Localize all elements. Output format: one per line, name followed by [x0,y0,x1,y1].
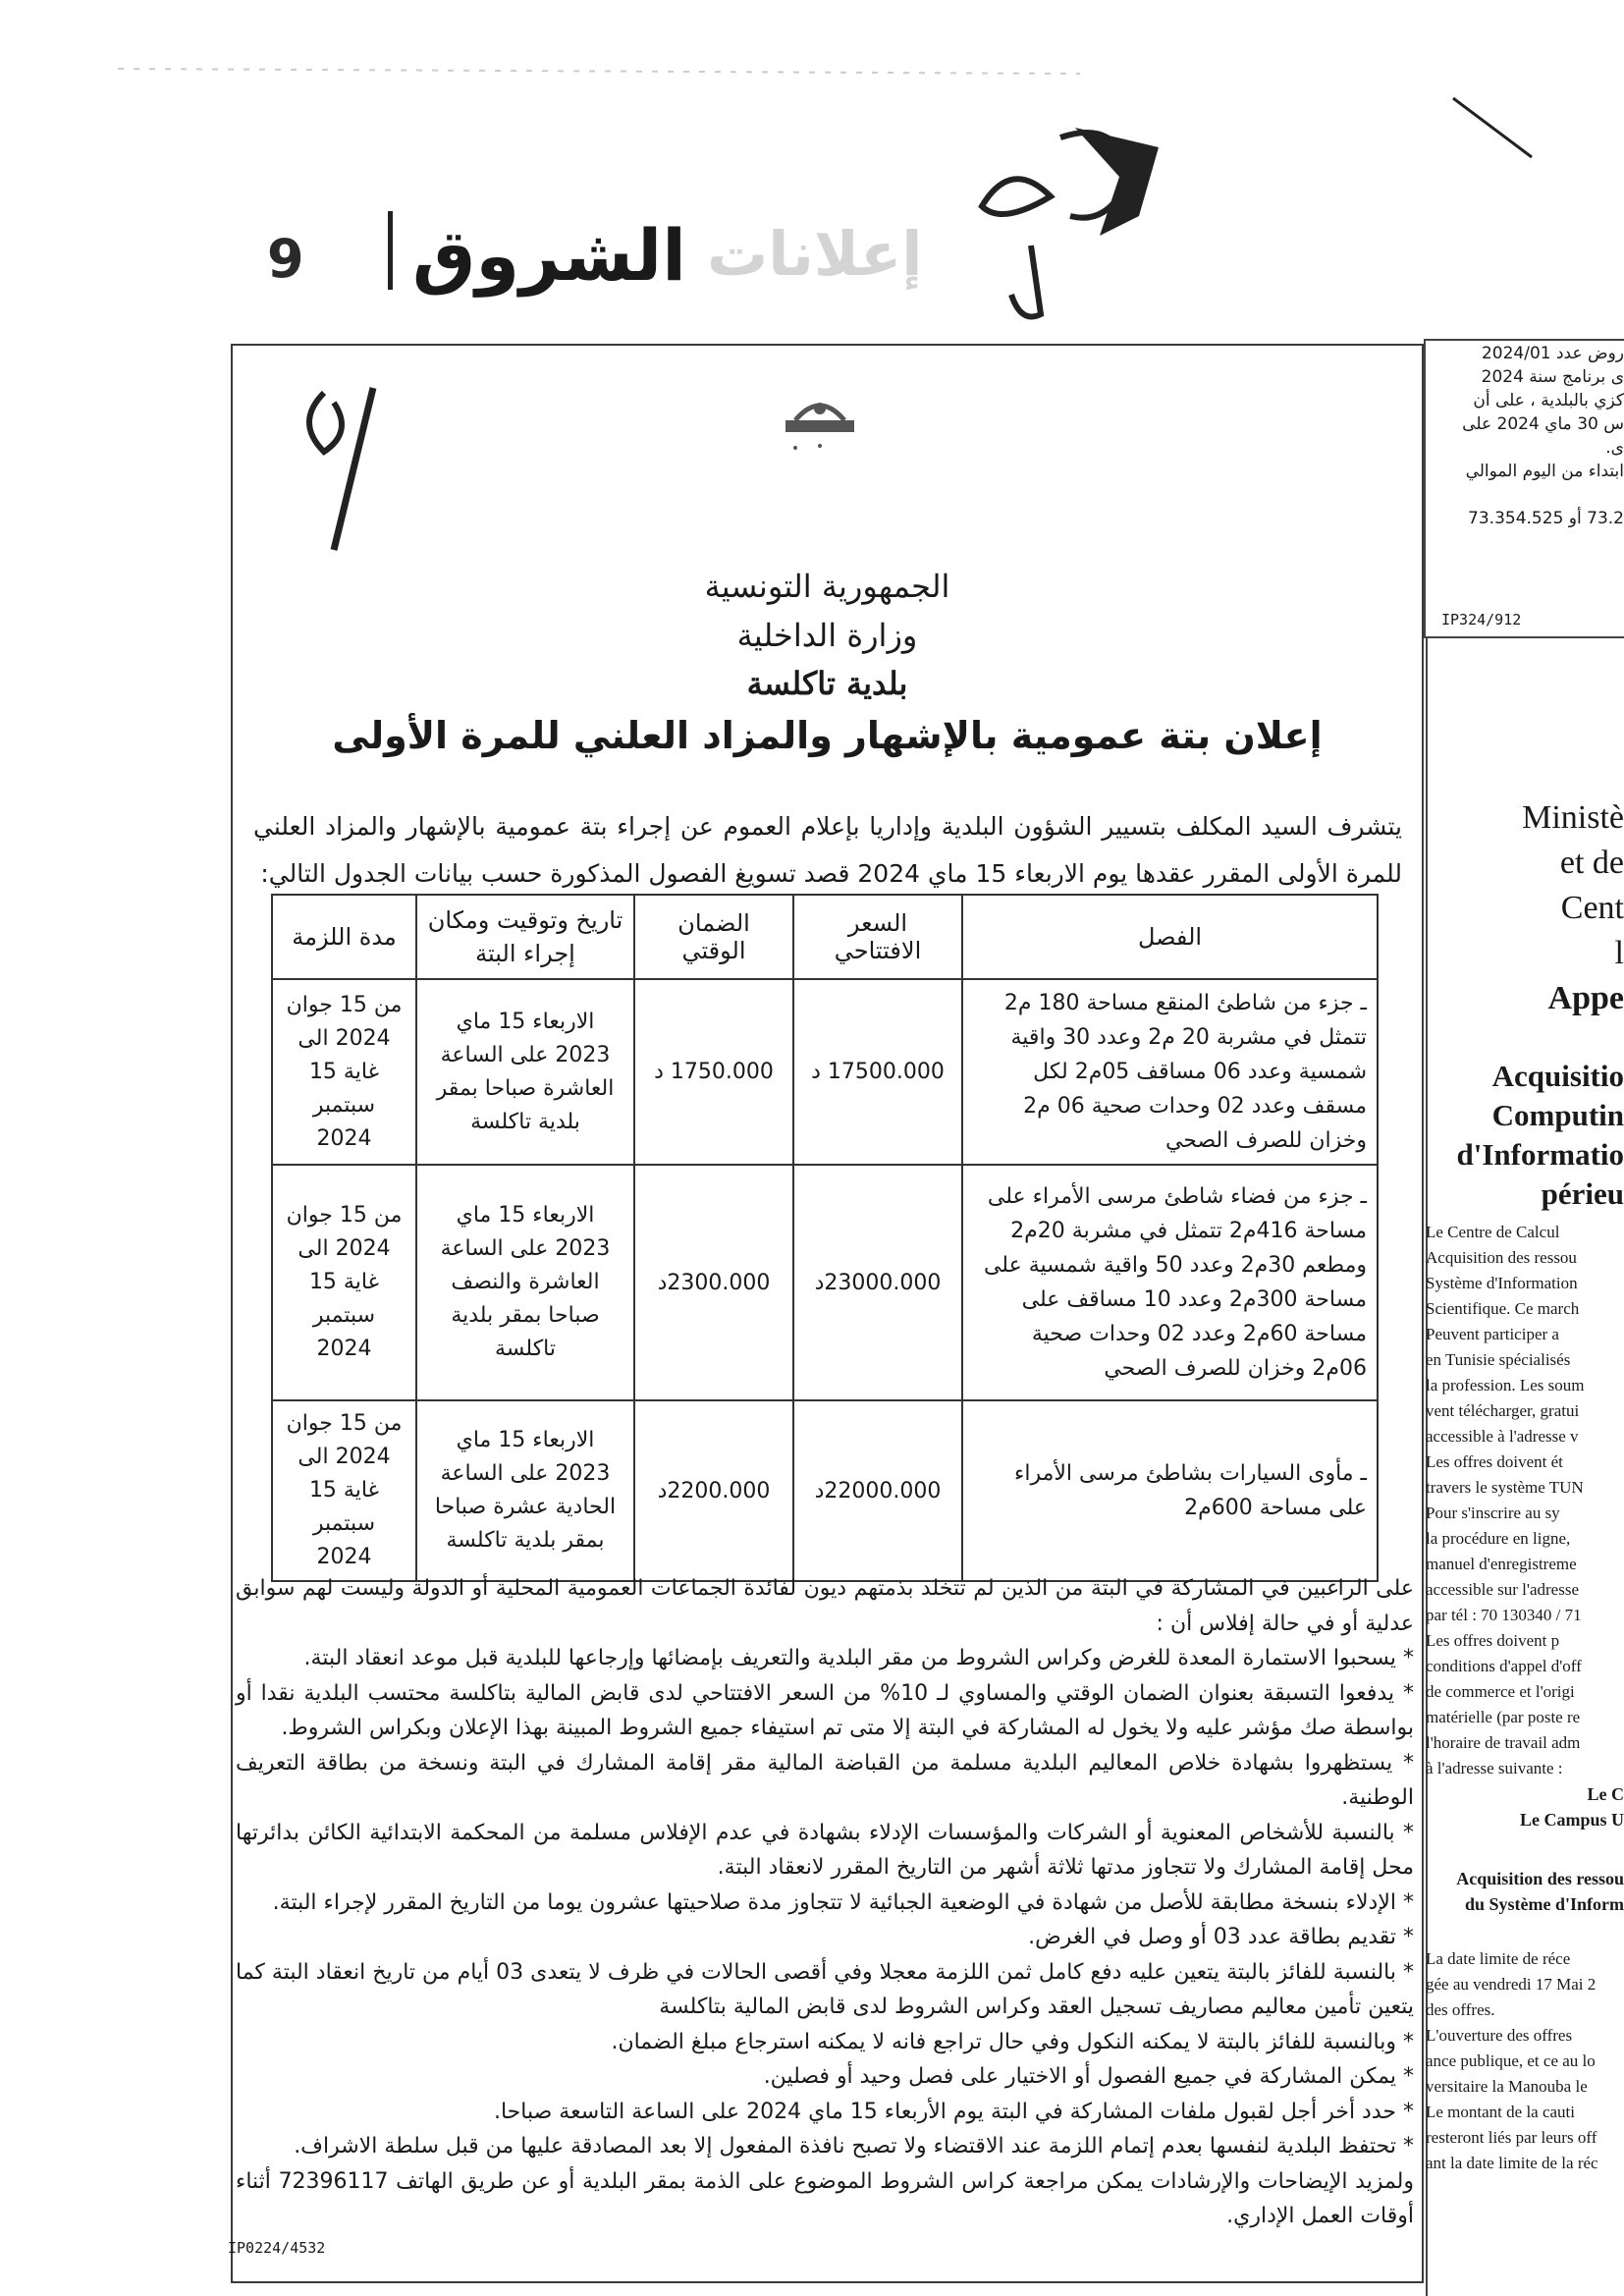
fr-body-line: L'ouverture des offres [1426,2026,1573,2045]
condition-item: * الإدلاء بنسخة مطابقة للأصل من شهادة في الوضعية الجبائية لا تتجاوز مدة صلاحيتها عشرون يوما من التاريخ المقرر لإجراء البتة. [272,1889,1414,1915]
col-header-lot: الفصل [962,895,1378,979]
fr-body-line: Les offres doivent ét [1426,1452,1563,1471]
fr-body-line: Peuvent participer a [1426,1325,1559,1343]
announcement-intro: يتشرف السيد المكلف بتسيير الشؤون البلدية وإداريا بإعلام العموم عن إجراء بتة عمومية بالإشهار والمزاد العلني للمرة الأولى المقرر عقدها يوم الاربعاء 15 ماي 2024 قصد تسويغ الفصول المذكورة حسب بيانات الجدول التالي: [253,812,1402,888]
fr-body-line: de commerce et l'origi [1426,1682,1575,1701]
condition-item: على الراغبين في المشاركة في البتة من الذين لم تتخلد بذمتهم ديون لفائدة الجماعات العمومية المحلية أو الدولة وليست لهم سوابق عدلية أو في حالة إفلاس أن : [236,1576,1414,1636]
cell-lot: ـ مأوى السيارات بشاطئ مرسى الأمراء على مساحة 600م2 [962,1400,1378,1581]
header-ministry: وزارة الداخلية [736,617,918,654]
newspaper-name: الشروق [412,214,686,297]
fr-body-line: manuel d'enregistreme [1426,1555,1577,1573]
announcement-title: إعلان بتة عمومية بالإشهار والمزاد العلني للمرة الأولى [332,714,1323,757]
fr-body-line: resteront liés par leurs off [1426,2128,1597,2147]
cell-guarantee: 2300.000د [634,1165,793,1400]
conditions-text [236,1571,1414,2234]
condition-item: * وبالنسبة للفائز بالبتة لا يمكنه النكول وفي حال تراجع فانه لا يمكنه استرجاع مبلغ الضمان. [611,2029,1414,2054]
fr-body-line: ant la date limite de la réc [1426,2154,1598,2172]
lots-table [271,894,1379,1582]
fr-heading-line: Ministè [1522,799,1624,836]
fr-body-line: Pour s'inscrire au sy [1426,1503,1560,1522]
adjacent-ad-line: 73.2 أو 73.354.525 [1468,509,1624,528]
fr-body-line: Le Centre de Calcul [1426,1223,1560,1241]
cell-opening-price: 22000.000د [793,1400,962,1581]
adjacent-ad-line: روض عدد 2024/01 [1481,344,1624,363]
cell-lot: ـ جزء من شاطئ المنقع مساحة 180 م2 تتمثل في مشربة 20 م2 وعدد 30 واقية شمسية وعدد 06 مساقف 05م2 لكل مسقف وعدد 02 وحدات صحية 06 م2 وخزان للصرف الصحي [962,979,1378,1165]
french-announcement [1426,795,1624,2176]
fr-body-line: Les offres doivent p [1426,1631,1560,1650]
fr-body-line: Le montant de la cauti [1426,2103,1575,2121]
table-row [272,1400,1378,1581]
cell-guarantee: 2200.000د [634,1400,793,1581]
fr-lot-title-line: Acquisition des ressou [1456,1869,1624,1888]
fr-body-line: La date limite de réce [1426,1949,1571,1968]
fr-heading-line: Cent [1560,890,1624,926]
cell-guarantee: 1750.000 د [634,979,793,1165]
adjacent-ad-line: كزي بالبلدية ، على أن [1473,391,1624,410]
announcement-reference: IP0224/4532 [228,2239,326,2257]
condition-item: * حدد أخر أجل لقبول ملفات المشاركة في البتة يوم الأربعاء 15 ماي 2024 على الساعة التاسعة صباحا. [493,2099,1414,2124]
col-header-opening-price: السعر الافتتاحي [793,895,962,979]
adjacent-ad-line: ى. [1605,438,1624,458]
fr-body-line: vent télécharger, gratui [1426,1401,1580,1420]
fr-body-line: la procédure en ligne, [1426,1529,1571,1548]
fr-body-line: l'horaire de travail adm [1426,1733,1581,1752]
cell-opening-price: 17500.000 د [793,979,962,1165]
fr-body-line: Système d'Information [1426,1274,1578,1292]
table-header-row [272,895,1378,979]
adjacent-ad-reference: IP324/912 [1441,611,1522,629]
col-header-datetime-place: تاريخ وتوقيت ومكان إجراء البتة [416,895,634,979]
fr-body-line: Acquisition des ressou [1426,1248,1577,1267]
fr-body-line: ance publique, et ce au lo [1426,2051,1596,2070]
condition-item: * تقديم بطاقة عدد 03 أو وصل في الغرض. [1028,1925,1414,1949]
fr-address-line: Le Campus U [1519,1810,1624,1830]
condition-item: * يمكن المشاركة في جميع الفصول أو الاختيار على فصل وحيد أو فصلين. [763,2064,1414,2089]
header-republic: الجمهورية التونسية [704,568,950,605]
adjacent-ad-line: ى برنامج سنة 2024 [1481,367,1624,387]
fr-heading-line: Appe [1547,980,1624,1016]
fr-body-line: versitaire la Manouba le [1426,2077,1588,2096]
cell-duration: من 15 جوان 2024 الى غاية 15 سبتمبر 2024 [272,1400,416,1581]
fr-lot-title-line: du Système d'Inform [1464,1894,1624,1914]
condition-item: * يستظهروا بشهادة خلاص المعاليم البلدية مسلمة من القباضة المالية مقر إقامة المشارك في البتة ونسخة من بطاقة التعريف الوطنية. [236,1750,1414,1810]
cell-opening-price: 23000.000د [793,1165,962,1400]
cell-datetime-place: الاربعاء 15 ماي 2023 على الساعة العاشرة صباحا بمقر بلدية تاكلسة [416,979,634,1165]
fr-body-line: matérielle (par poste re [1426,1708,1581,1726]
section-label: إعلانات [707,218,923,290]
adjacent-ad-text [1434,342,1624,530]
fr-body-line: en Tunisie spécialisés [1426,1350,1571,1369]
fr-heading-line: l [1614,935,1624,971]
fr-body-line: gée au vendredi 17 Mai 2 [1426,1975,1597,1994]
cell-datetime-place: الاربعاء 15 ماي 2023 على الساعة العاشرة والنصف صباحا بمقر بلدية تاكلسة [416,1165,634,1400]
condition-item: * يسحبوا الاستمارة المعدة للغرض وكراس الشروط من مقر البلدية والتعريف بإمضائها وإرجاعها للبلدية قبل موعد انعقاد البتة. [303,1646,1414,1670]
fr-body-line: par tél : 70 130340 / 71 [1426,1606,1582,1624]
fr-body-line: travers le système TUN [1426,1478,1584,1497]
fr-address-line: Le C [1587,1784,1624,1804]
fr-body-line: Scientifique. Ce march [1426,1299,1580,1318]
col-header-duration: مدة اللزمة [272,895,416,979]
page-number: 9 [267,228,304,290]
fr-body-line: des offres. [1426,2000,1495,2019]
tunisia-emblem-icon [776,391,864,452]
fr-heading-line: et de [1559,845,1624,881]
fr-subheading-line: périeu [1541,1176,1624,1211]
adjacent-ad-line: ابتداء من اليوم الموالي [1465,462,1624,481]
fr-body-line: conditions d'appel d'off [1426,1657,1582,1675]
condition-item: * بالنسبة للفائز بالبتة يتعين عليه دفع كامل ثمن اللزمة معجلا وفي أقصى الحالات في ظرف لا يتعدى 03 أيام من تاريخ انعقاد البتة كما يتعين تأمين معاليم مصاريف تسجيل العقد وكراس الشروط لدى قابض المالية بتاكلسة [236,1959,1414,2019]
cell-duration: من 15 جوان 2024 الى غاية 15 سبتمبر 2024 [272,979,416,1165]
fr-subheading-line: Computin [1491,1098,1624,1132]
adjacent-ad-line [1434,483,1624,507]
fr-subheading-line: Acquisitio [1491,1059,1624,1093]
fr-body-line: à l'adresse suivante : [1426,1759,1563,1777]
handwritten-note-top [1041,118,1071,141]
fr-body-line: la profession. Les soum [1426,1376,1585,1394]
header-municipality: بلدية تاكلسة [746,665,908,702]
adjacent-ad-line: س 30 ماي 2024 على [1462,414,1624,434]
condition-item: ولمزيد الإيضاحات والإرشادات يمكن مراجعة كراس الشروط الموضوع على الذمة بمقر البلدية أو عن طريق الهاتف 72396117 أثناء أوقات العمل الإداري. [236,2168,1414,2228]
cell-datetime-place: الاربعاء 15 ماي 2023 على الساعة الحادية عشرة صباحا بمقر بلدية تاكلسة [416,1400,634,1581]
col-header-guarantee: الضمان الوقتي [634,895,793,979]
condition-item: * بالنسبة للأشخاص المعنوية أو الشركات والمؤسسات الإدلاء بشهادة في عدم الإفلاس مسلمة من المحكمة الابتدائية الكائن بدائرتها محل إقامة المشارك ولا تتجاوز مدتها ثلاثة أشهر من التاريخ المقرر لانعقاد البتة. [236,1820,1414,1880]
table-row [272,1165,1378,1400]
fr-body-line: accessible à l'adresse v [1426,1427,1579,1446]
condition-item: * تحتفظ البلدية لنفسها بعدم إتمام اللزمة عند الاقتضاء ولا تصبح نافذة المفعول إلا بعد المصادقة عليها من قبل سلطة الاشراف. [294,2134,1414,2159]
cell-duration: من 15 جوان 2024 الى غاية 15 سبتمبر 2024 [272,1165,416,1400]
condition-item: * يدفعوا التسبقة بعنوان الضمان الوقتي والمساوي لـ 10% من السعر الافتتاحي لدى قابض المالية بتاكلسة محتسب البلدية نقدا أو بواسطة صك مؤشر عليه ولا يخول له المشاركة في البتة إلا متى تم استيفاء جميع الشروط المبينة بهذا الإعلان وبكراس الشروط. [236,1680,1414,1740]
fr-subheading-line: d'Informatio [1456,1137,1624,1172]
table-row [272,979,1378,1165]
cell-lot: ـ جزء من فضاء شاطئ مرسى الأمراء على مساحة 416م2 تتمثل في مشربة 20م2 ومطعم 30م2 وعدد 50 واقية شمسية على مساحة 300م2 وعدد 10 مساقف على مساحة 60م2 وعدد 02 وحدات صحية 06م2 وخزان للصرف الصحي [962,1165,1378,1400]
fr-body-line: accessible sur l'adresse [1426,1580,1579,1599]
